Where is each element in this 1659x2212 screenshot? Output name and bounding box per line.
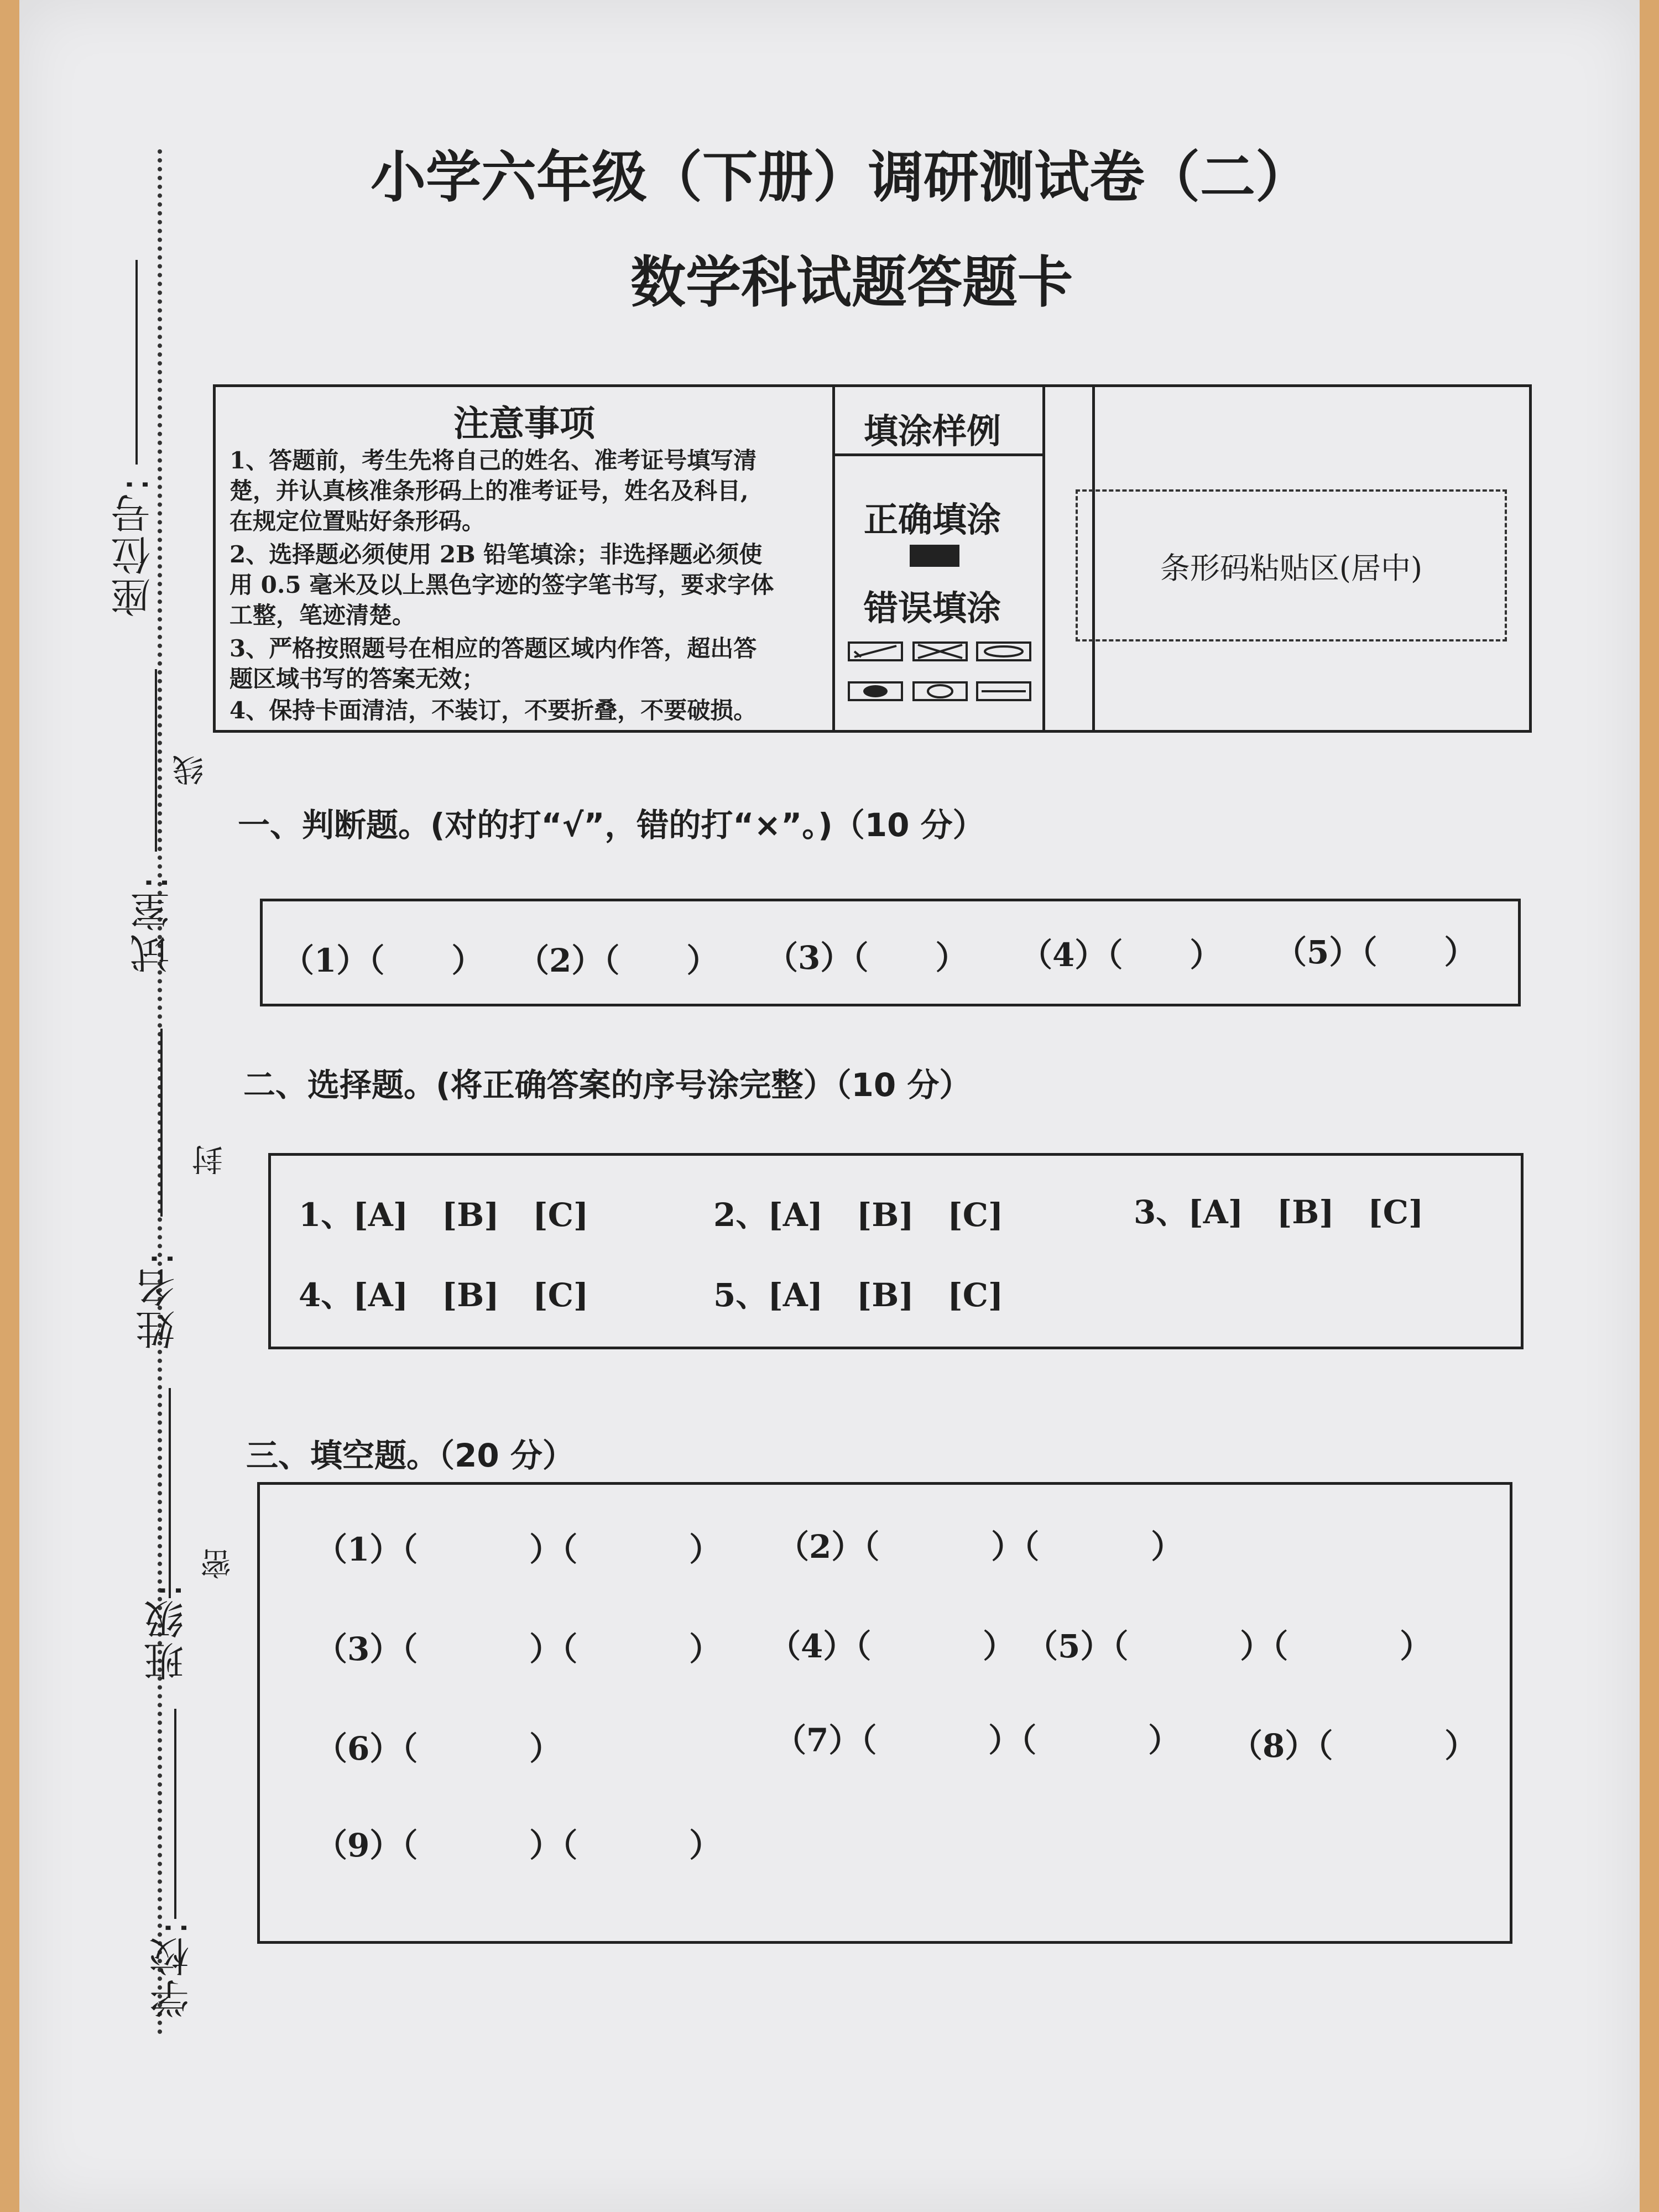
wrong-mark-line (976, 681, 1031, 701)
notice-line: 工整，笔迹清楚。 (229, 602, 416, 629)
exam-room-label: 试室: (130, 874, 176, 974)
sample-header-divider (832, 453, 1042, 456)
judge-item-3[interactable]: （3）（ ） (766, 939, 968, 977)
wrong-mark-dot (848, 681, 903, 701)
notice-line: 在规定位置贴好条形码。 (229, 508, 486, 535)
choice-item-5[interactable]: 5、[A] [B] [C] (713, 1276, 1004, 1314)
section1-heading: 一、判断题。(对的打“√”，错的打“×”。)（10 分） (238, 806, 985, 844)
school-label: 学校: (149, 1919, 196, 2019)
cut-mark-line: 线 (173, 755, 208, 786)
fill-item-9[interactable]: （9）（ ）（ ） (315, 1827, 722, 1864)
name-label: 姓名: (135, 1250, 182, 1350)
choice-item-3[interactable]: 3、[A] [B] [C] (1134, 1193, 1424, 1231)
notice-line: 4、保持卡面清洁，不装订，不要折叠，不要破损。 (229, 697, 757, 724)
fill-item-5[interactable]: （5）（ ）（ ） (1026, 1627, 1432, 1665)
wrong-mark-circle (976, 641, 1031, 661)
page-title: 小学六年级（下册）调研测试卷（二） (371, 145, 1311, 210)
section3-heading: 三、填空题。（20 分） (246, 1437, 575, 1474)
fill-item-2[interactable]: （2）（ ）（ ） (777, 1528, 1183, 1566)
page-subtitle: 数学科试题答题卡 (630, 250, 1073, 315)
notice-line: 1、答题前，考生先将自己的姓名、准考证号填写清 (229, 447, 757, 474)
notice-line: 题区域书写的答案无效； (229, 665, 486, 692)
choice-item-1[interactable]: 1、[A] [B] [C] (299, 1196, 589, 1234)
fill-item-8[interactable]: （8）（ ） (1230, 1727, 1477, 1765)
cut-mark-seal: 封 (192, 1145, 228, 1176)
cut-mark-secret: 密 (200, 1548, 236, 1579)
notice-line: 用 0.5 毫米及以上黑色字迹的签字笔书写，要求字体 (229, 571, 774, 598)
judge-item-4[interactable]: （4）（ ） (1020, 936, 1222, 974)
seat-number-label: 座位号: (111, 476, 157, 618)
wrong-mark-slash (848, 641, 903, 661)
class-underline (169, 1388, 171, 1598)
section2-heading: 二、选择题。(将正确答案的序号涂完整）（10 分） (243, 1066, 972, 1104)
wrong-fill-label: 错误填涂 (864, 588, 1001, 628)
fill-item-4[interactable]: （4）（ ） (769, 1627, 1015, 1665)
section2-answer-box (268, 1153, 1524, 1349)
barcode-label: 条形码粘贴区(居中) (1160, 551, 1423, 586)
header-divider-1 (832, 387, 835, 730)
notice-line: 3、严格按照题号在相应的答题区域内作答，超出答 (229, 635, 757, 662)
fill-sample-header: 填涂样例 (864, 411, 1001, 451)
judge-item-5[interactable]: （5）（ ） (1275, 933, 1477, 971)
correct-fill-label: 正确填涂 (864, 499, 1001, 540)
judge-item-1[interactable]: （1）（ ） (282, 942, 484, 979)
notice-line: 楚，并认真核准条形码上的准考证号，姓名及科目, (229, 477, 749, 504)
judge-item-2[interactable]: （2）（ ） (517, 942, 719, 979)
name-underline (160, 1029, 163, 1217)
fill-item-1[interactable]: （1）（ ）（ ） (315, 1531, 722, 1568)
choice-item-4[interactable]: 4、[A] [B] [C] (299, 1276, 589, 1314)
fill-item-3[interactable]: （3）（ ）（ ） (315, 1630, 722, 1668)
class-label: 班级: (144, 1582, 190, 1682)
notice-title: 注意事项 (453, 404, 595, 445)
fill-item-6[interactable]: （6）（ ） (315, 1730, 562, 1767)
header-divider-2 (1042, 387, 1045, 730)
choice-item-2[interactable]: 2、[A] [B] [C] (713, 1196, 1004, 1234)
fill-item-7[interactable]: （7）（ ）（ ） (774, 1721, 1181, 1759)
exam-room-underline (155, 669, 157, 852)
wrong-mark-bracket (912, 681, 968, 701)
notice-line: 2、选择题必须使用 2B 铅笔填涂；非选择题必须使 (229, 541, 763, 568)
wrong-mark-cross (912, 641, 968, 661)
correct-fill-mark (910, 545, 959, 567)
school-underline (174, 1709, 176, 1919)
